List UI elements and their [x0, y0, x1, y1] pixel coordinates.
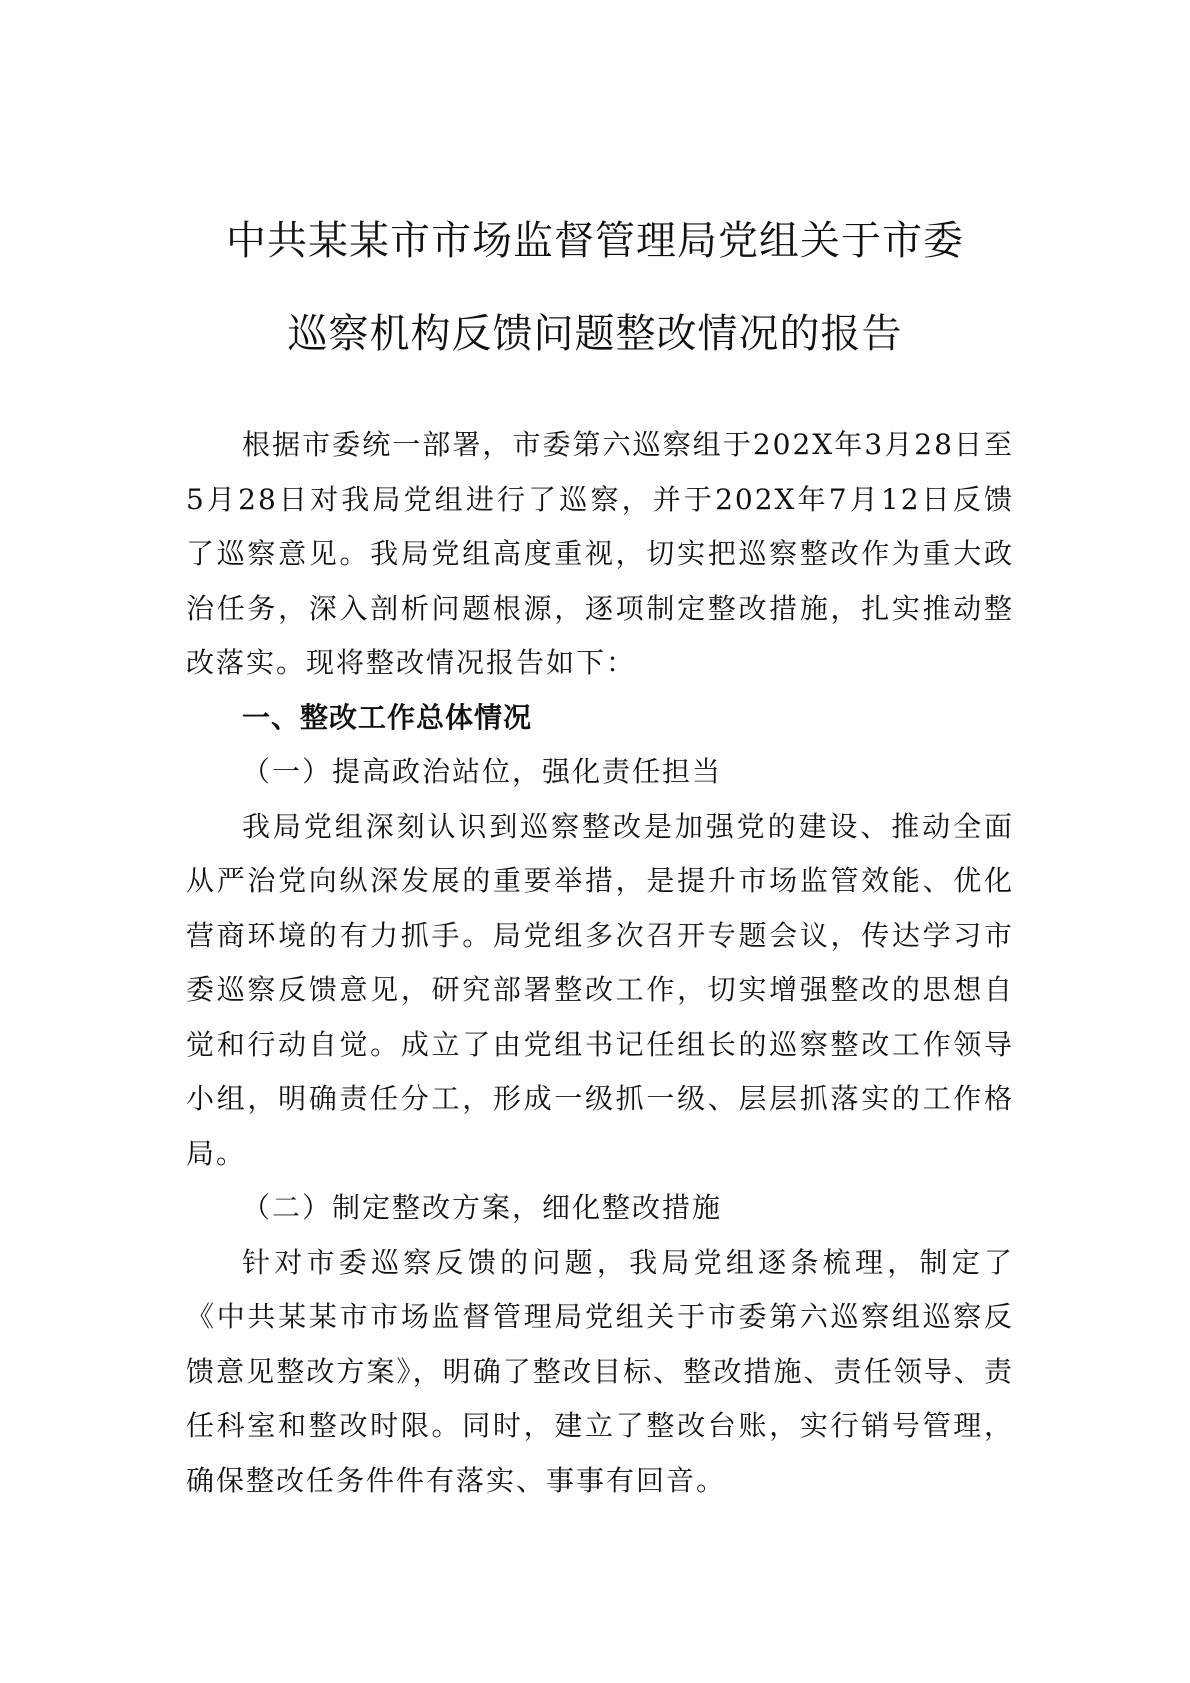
subsection-paragraph-1: 我局党组深刻认识到巡察整改是加强党的建设、推动全面从严治党向纵深发展的重要举措，是提升市场监管效能、优化营商环境的有力抓手。局党组多次召开专题会议，传达学习市委巡察反馈意见，研究部署整改工作，切实增强整改的思想自觉和行动自觉。成立了由党组书记任组长的巡察整改工作领导小组，明确责任分工，形成一级抓一级、层层抓落实的工作格局。	[186, 809, 1014, 1170]
subsection-paragraph-2: 针对市委巡察反馈的问题，我局党组逐条梳理，制定了《中共某某市市场监督管理局党组关于市委第六巡察组巡察反馈意见整改方案》，明确了整改目标、整改措施、责任领导、责任科室和整改时限。同时，建立了整改台账，实行销号管理，确保整改任务件件有落实、事事有回音。	[186, 1245, 1014, 1497]
title-line-1: 中共某某市市场监督管理局党组关于市委	[226, 218, 964, 264]
document-title	[150, 195, 1040, 381]
intro-paragraph: 根据市委统一部署，市委第六巡察组于202X年3月28日至5月28日对我局党组进行了巡察，并于202X年7月12日反馈了巡察意见。我局党组高度重视，切实把巡察整改作为重大政治任务，深入剖析问题根源，逐项制定整改措施，扎实推动整改落实。现将整改情况报告如下：	[186, 428, 1014, 679]
subsection-heading-2: （二）制定整改方案，细化整改措施	[242, 1191, 723, 1224]
document-body	[186, 418, 1014, 1508]
subsection-heading-1: （一）提高政治站位，强化责任担当	[242, 755, 723, 788]
section-heading-1: 一、整改工作总体情况	[242, 700, 533, 734]
title-line-2: 巡察机构反馈问题整改情况的报告	[287, 311, 903, 357]
